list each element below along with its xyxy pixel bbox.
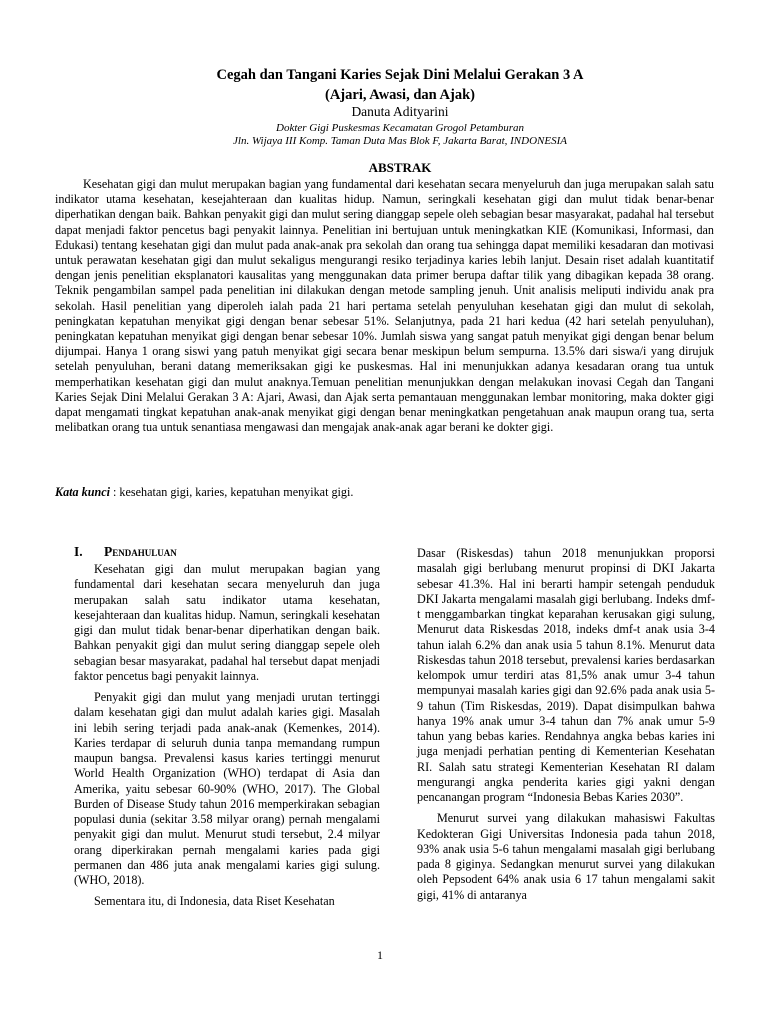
abstract-heading: ABSTRAK xyxy=(368,160,432,175)
paper-title-line2: (Ajari, Awasi, dan Ajak) xyxy=(325,87,475,103)
author-name: Danuta Adityarini xyxy=(351,104,449,119)
keywords xyxy=(55,485,714,500)
page-number: 1 xyxy=(377,948,383,962)
paper-title-line1: Cegah dan Tangani Karies Sejak Dini Melalui Gerakan 3 A xyxy=(216,67,584,83)
left-column xyxy=(74,562,380,916)
keywords-text: : kesehatan gigi, karies, kepatuhan menyikat gigi. xyxy=(109,485,354,499)
keywords-label: Kata kunci xyxy=(55,485,110,499)
body-paragraph: Penyakit gigi dan mulut yang menjadi urutan tertinggi dalam kesehatan gigi dan mulut adalah karies gigi. Masalah ini lebih sering terjadi pada anak-anak (Kemenkes, 2014). Karies terdapar di seluruh dunia tanpa memandang rumpun maupun bangsa. Prevalensi kasus karies tertinggi menurut World Health Organization (WHO) terdapat di Asia dan Amerika, yaitu sebesar 60-90% (WHO, 2017). The Global Burden of Disease Study tahun 2016 memperkirakan sebagian populasi dunia (sekitar 3.58 milyar orang) pernah mengalami penyakit gigi dan mulut. Menurut studi tersebut, 2.4 milyar orang diperkirakan pernah mengalami karies pada gigi permanen dan 486 juta anak mengalami karies gigi sulung. (WHO, 2018). xyxy=(74,690,380,887)
affiliation-line2: Jln. Wijaya III Komp. Taman Duta Mas Blok F, Jakarta Barat, INDONESIA xyxy=(233,135,567,147)
body-paragraph: Sementara itu, di Indonesia, data Riset Kesehatan xyxy=(94,894,335,909)
body-paragraph: Kesehatan gigi dan mulut merupakan bagian yang fundamental dari kesehatan secara menyeluruh dan juga merupakan salah satu indikator utama kesehatan, kesejahteraan dan kualitas hidup. Namun, seringkali kesehatan gigi dan mulut tidak benar-benar diperhatikan dengan baik. Bahkan penyakit gigi dan mulut sering dianggap sepele oleh sebagian besar masyarakat, padahal hal tersebut dapat menjadi faktor pencetus bagi penyakit lainnya. xyxy=(74,562,380,683)
abstract-text: Kesehatan gigi dan mulut merupakan bagian yang fundamental dari kesehatan secara menyeluruh dan juga merupakan salah satu indikator utama kesehatan, kesejahteraan dan kualitas hidup. Namun, seringkali kesehatan gigi dan mulut tidak benar-benar diperhatikan dengan baik. Bahkan penyakit gigi dan mulut sering dianggap sepele oleh sebagian besar masyarakat, padahal hal tersebut dapat menjadi faktor pencetus bagi penyakit lainnya. Penelitian ini bertujuan untuk meningkatkan KIE (Komunikasi, Informasi, dan Edukasi) tentang kesehatan gigi dan mulut pada anak-anak pra sekolah dan orang tua sehingga dapat memiliki kesadaran dan motivasi untuk perawatan kesehatan gigi dan mulut sekaligus mengurangi resiko terjadinya karies lebih lanjut. Desain riset adalah kuantitatif dengan jenis penelitian eksplanatori kausalitas yang menggunakan data primer berupa daftar tilik yang dibagikan kepada 38 orang. Teknik pengambilan sampel pada penelitian ini dilakukan dengan metode sampling jenuh. Unit analisis meliputi individu anak pra sekolah. Hasil penelitian yang diperoleh ialah pada 21 hari pertama setelah penyuluhan kesehatan gigi dan mulut di sekolah, peningkatan kepatuhan menyikat gigi dengan benar sebesar 51%. Selanjutnya, pada 21 hari kedua (42 hari setelah penyuluhan), peningkatan kepatuhan menyikat gigi dengan benar sebesar 10%. Jumlah siswa yang sangat patuh menyikat gigi dengan benar belum dijumpai. Hanya 1 orang siswi yang patuh menyikat gigi secara benar meskipun belum sempurna. 13.5% dari siswa/i yang dirujuk setelah penyuluhan, berani datang memeriksakan gigi ke puskesmas. Hal ini menunjukkan adanya kesadaran orang tua untuk memperhatikan kesehatan gigi dan mulut anaknya.Temuan penelitian menunjukkan dengan melakukan inovasi Cegah dan Tangani Karies Sejak Dini Melalui Gerakan 3 A: Ajari, Awasi, dan Ajak serta pemantauan menggunakan lembar monitoring, maka dokter gigi dapat mengamati tingkat kepatuhan anak-anak menyikat gigi dengan benar meningkatkan pengetahuan anak maupun orang tua, serta melibatkan orang tua untuk senantiasa mengawasi dan mengajak anak-anak agar berani ke dokter gigi. xyxy=(55,177,714,435)
section-title: Pendahuluan xyxy=(104,544,177,559)
right-column xyxy=(417,546,715,909)
affiliation-line1: Dokter Gigi Puskesmas Kecamatan Grogol Petamburan xyxy=(276,122,524,134)
section-number: I. xyxy=(74,544,83,559)
body-paragraph: Menurut survei yang dilakukan mahasiswi Fakultas Kedokteran Gigi Universitas Indonesia pada tahun 2018, 93% anak usia 5-6 tahun mengalami masalah gigi berlubang pada 8 giginya. Sedangkan menurut survei yang dilakukan oleh Pepsodent 64% anak usia 6 17 tahun mengalami sakit gigi, 41% di antaranya xyxy=(417,811,715,902)
body-paragraph: Dasar (Riskesdas) tahun 2018 menunjukkan proporsi masalah gigi berlubang menurut propinsi di DKI Jakarta sebesar 41.3%. Hal ini berarti hampir setengah penduduk DKI Jakarta mengalami masalah gigi berlubang. Indeks dmf-t menggambarkan tingkat keparahan kerusakan gigi sulung, Menurut data Riskesdas 2018, indeks dmf-t anak usia 3-4 tahun ialah 6.2% dan anak usia 5 tahun 8.1%. Menurut data Riskesdas tahun 2018 tersebut, prevalensi karies berdasarkan kelompok umur terdiri atas 81,5% anak umur 3-4 tahun mempunyai masalah karies gigi dan 92.6% pada anak usia 5-9 tahun (Tim Riskesdas, 2019). Dapat disimpulkan bahwa hanya 19% anak umur 3-4 tahun dan 7% anak umur 5-9 tahun yang bebas karies. Rendahnya angka bebas karies ini juga menjadi perhatian penting di Kementerian Kesehatan RI. Salah satu strategi Kementerian Kesehatan RI dalam mengurangi angka penderita karies gigi yakni dengan pencanangan program “Indonesia Bebas Karies 2030”. xyxy=(417,546,715,804)
section-heading xyxy=(74,544,394,560)
